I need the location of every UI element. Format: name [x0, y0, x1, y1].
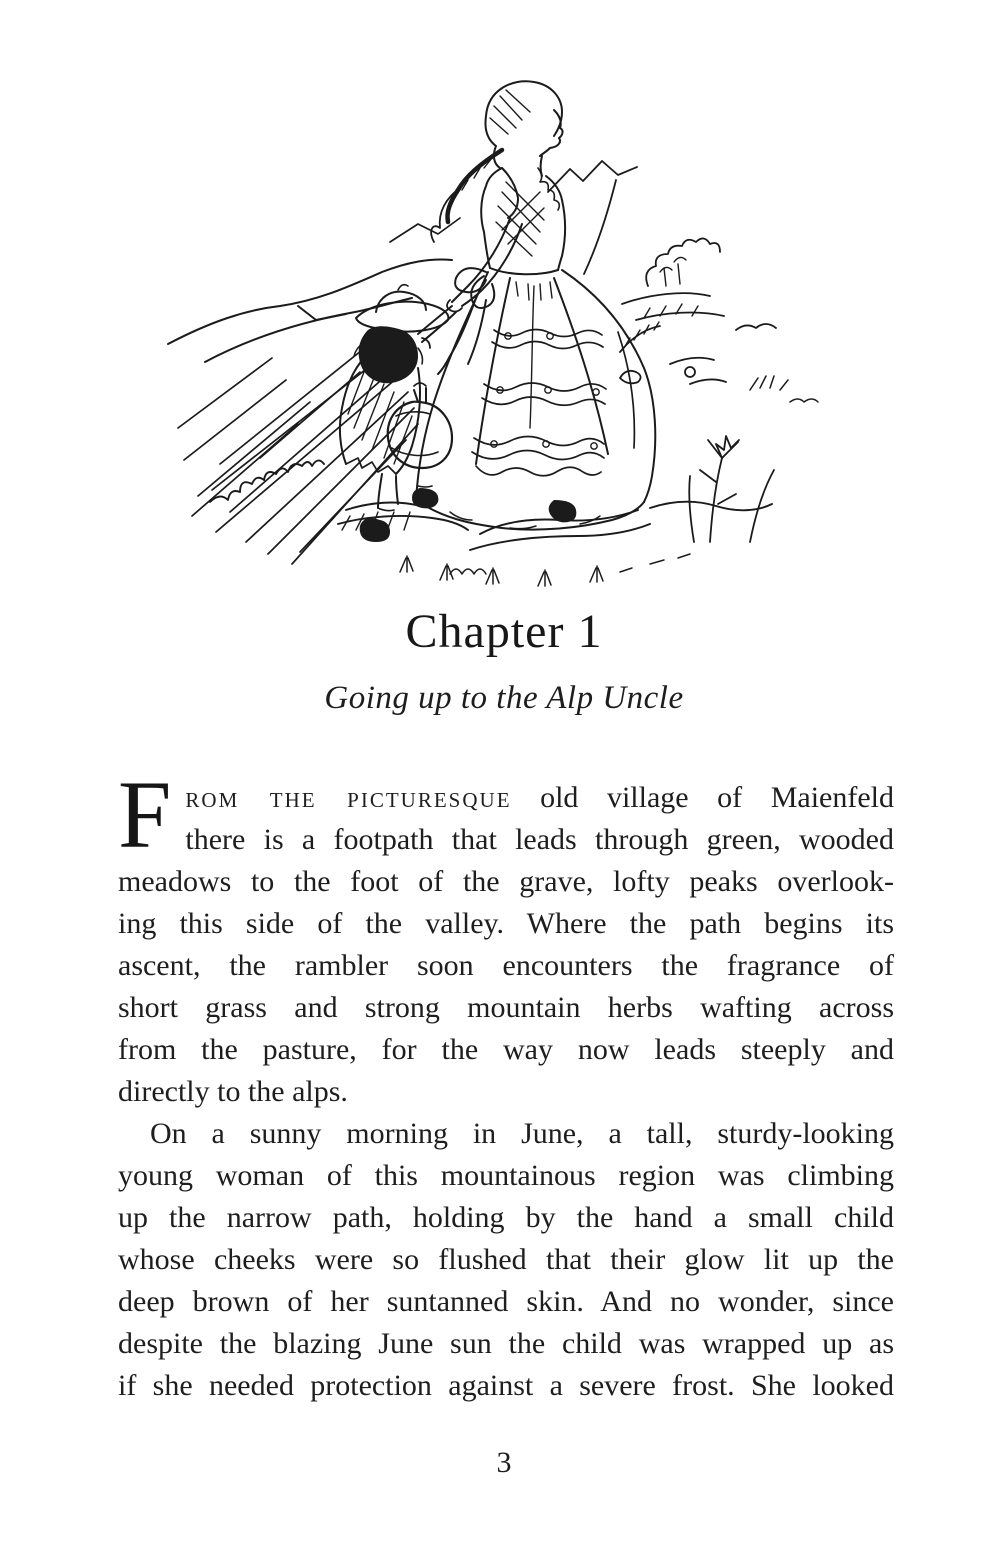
small-caps-lead: rom the picturesque [185, 781, 512, 814]
text-line: if she needed protection against a severe frost. She looked [118, 1369, 894, 1402]
text-line: from the pasture, for the way now leads steeply and [118, 1033, 894, 1066]
illustration-svg [150, 72, 840, 587]
text-line: meadows to the foot of the grave, lofty peaks overlook- [118, 865, 894, 898]
chapter-title: Chapter 1 [405, 605, 603, 658]
text-line: young woman of this mountainous region was climbing [118, 1159, 894, 1192]
text-line: ascent, the rambler soon encounters the fragrance of [118, 949, 894, 982]
chapter-illustration [150, 72, 840, 587]
treeline-scribble [210, 460, 324, 502]
text-line: short grass and strong mountain herbs wafting across [118, 991, 894, 1024]
mountain-sketch [168, 218, 460, 362]
text-line: whose cheeks were so flushed that their glow lit up the [118, 1243, 894, 1276]
text-line: directly to the alps. [118, 1075, 348, 1108]
drop-cap: F [118, 761, 172, 868]
page-number: 3 [496, 1446, 512, 1479]
text-line: deep brown of her suntanned skin. And no wonder, since [118, 1285, 894, 1318]
chapter-subtitle: Going up to the Alp Uncle [324, 680, 684, 716]
text-line: despite the blazing June sun the child was wrapped up as [118, 1327, 894, 1360]
text-line: ing this side of the valley. Where the path begins its [118, 907, 894, 940]
body-text [118, 761, 894, 1407]
text-line: On a sunny morning in June, a tall, sturdy-looking [150, 1117, 894, 1150]
line-rest: old village of Maienfeld [540, 781, 894, 814]
text-line: there is a footpath that leads through green, wooded [185, 823, 894, 856]
text-line: up the narrow path, holding by the hand a small child [118, 1201, 894, 1234]
grass-tufts [400, 554, 690, 586]
text-line [118, 777, 894, 819]
